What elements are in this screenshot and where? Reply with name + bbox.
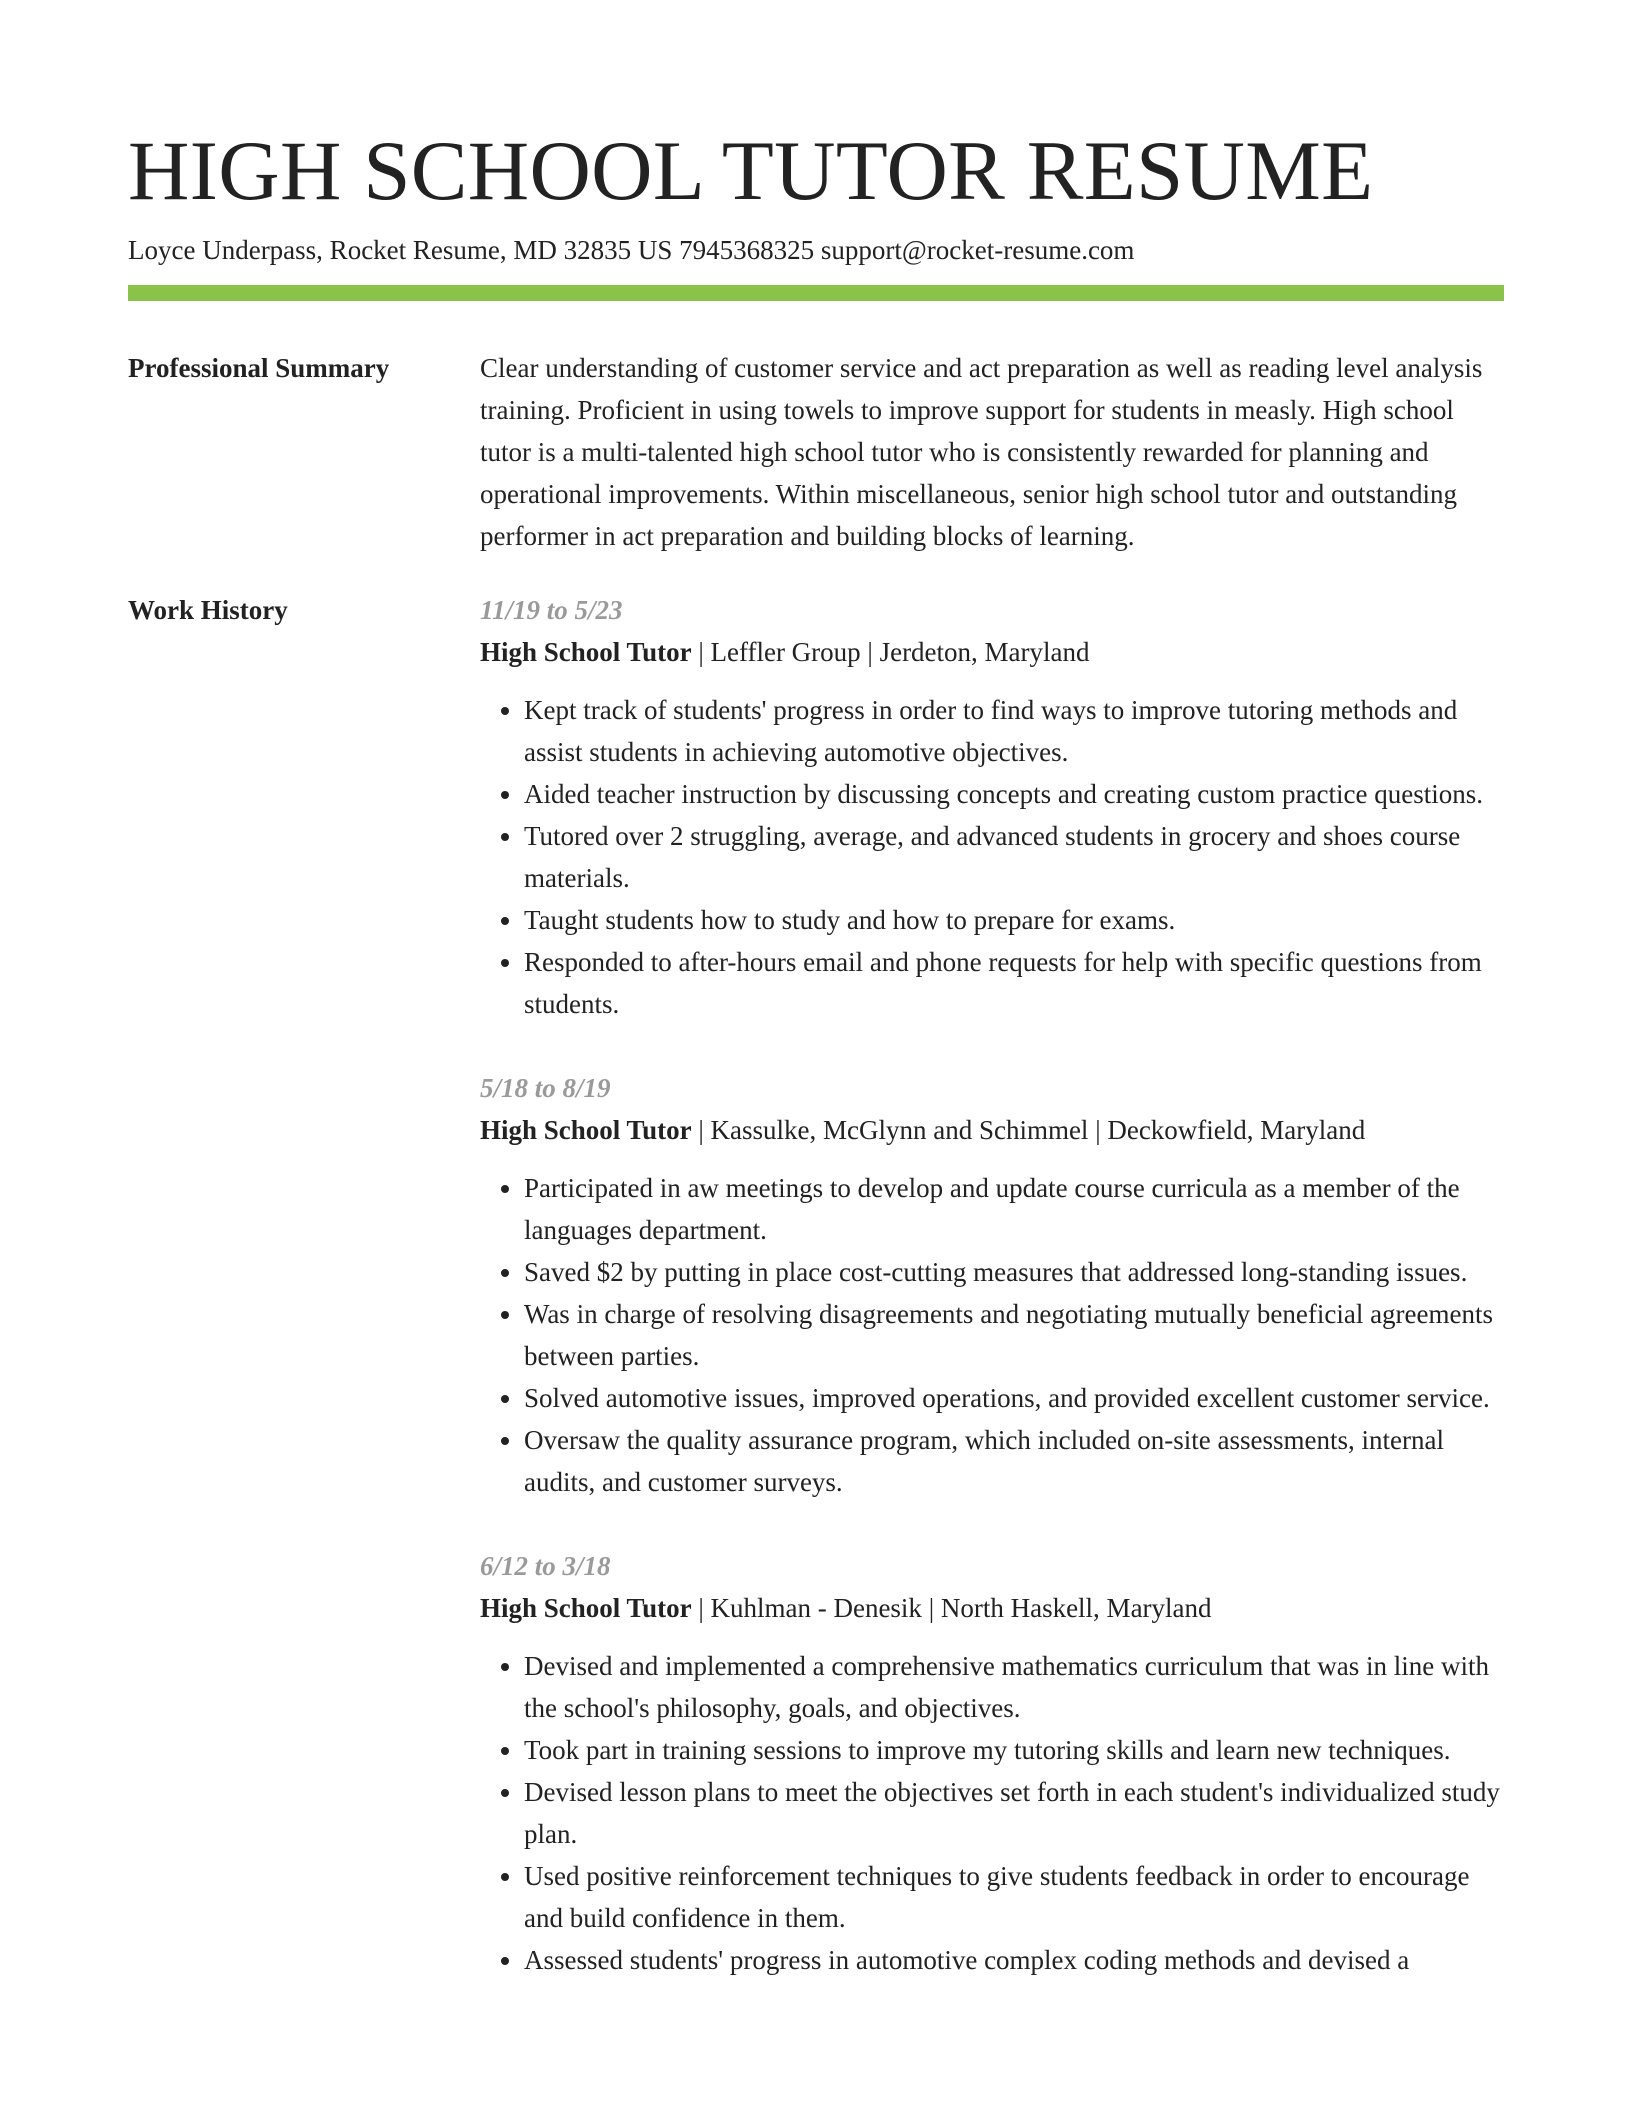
job-bullet-list <box>480 1167 1504 1503</box>
job-dates: 6/12 to 3/18 <box>480 1551 611 1581</box>
work-history-section <box>480 589 1504 2023</box>
job-header <box>480 1587 1504 1629</box>
job-company: Leffler Group <box>710 637 861 667</box>
job-title: High School Tutor <box>480 1593 692 1623</box>
summary-section <box>480 347 1504 557</box>
job-separator: | <box>1088 1115 1108 1145</box>
job-entry <box>480 589 1504 1025</box>
job-entry <box>480 1067 1504 1503</box>
job-bullet: • Oversaw the quality assurance program, which included on-site assessments, internal audits, and customer surveys. <box>524 1419 1504 1503</box>
job-header <box>480 631 1504 673</box>
contact-info: Loyce Underpass, Rocket Resume, MD 32835 US 7945368325 support@rocket-resume.com <box>128 235 1135 265</box>
job-bullet: • Kept track of students' progress in order to find ways to improve tutoring methods and assist students in achieving automotive objectives. <box>524 689 1504 773</box>
job-bullet: • Assessed students' progress in automotive complex coding methods and devised a <box>524 1939 1504 1981</box>
job-company: Kassulke, McGlynn and Schimmel <box>710 1115 1089 1145</box>
job-bullet: • Was in charge of resolving disagreements and negotiating mutually beneficial agreements between parties. <box>524 1293 1504 1377</box>
job-bullet: • Responded to after-hours email and phone requests for help with specific questions from students. <box>524 941 1504 1025</box>
job-bullet: • Devised lesson plans to meet the objectives set forth in each student's individualized study plan. <box>524 1771 1504 1855</box>
job-bullet-list <box>480 689 1504 1025</box>
job-location: Jerdeton, Maryland <box>879 637 1090 667</box>
accent-divider <box>128 285 1504 301</box>
job-bullet: • Used positive reinforcement techniques to give students feedback in order to encourage and build confidence in them. <box>524 1855 1504 1939</box>
job-separator: | <box>691 637 711 667</box>
job-bullet: • Taught students how to study and how to prepare for exams. <box>524 899 1504 941</box>
work-history-label: Work History <box>128 595 288 625</box>
resume-page <box>128 0 1504 2112</box>
summary-text: Clear understanding of customer service and act preparation as well as reading level analysis training. Proficient in using towels to improve support for students in measly. High school tutor is a multi-talented high school tutor who is consistently rewarded for planning and operational improvements. Within miscellaneous, senior high school tutor and outstanding performer in act preparation and building blocks of learning. <box>480 353 1483 551</box>
job-bullet: • Saved $2 by putting in place cost-cutting measures that addressed long-standing issues. <box>524 1251 1504 1293</box>
job-separator: | <box>860 637 880 667</box>
job-separator: | <box>691 1593 711 1623</box>
job-bullet-list <box>480 1645 1504 1981</box>
job-separator: | <box>921 1593 941 1623</box>
job-bullet: • Solved automotive issues, improved operations, and provided excellent customer service. <box>524 1377 1504 1419</box>
summary-section-label: Professional Summary <box>128 353 390 383</box>
job-title: High School Tutor <box>480 1115 692 1145</box>
job-dates: 11/19 to 5/23 <box>480 595 623 625</box>
job-bullet: • Participated in aw meetings to develop and update course curricula as a member of the languages department. <box>524 1167 1504 1251</box>
job-separator: | <box>691 1115 711 1145</box>
resume-title: HIGH SCHOOL TUTOR RESUME <box>128 124 1374 218</box>
job-dates: 5/18 to 8/19 <box>480 1073 611 1103</box>
job-bullet: • Devised and implemented a comprehensive mathematics curriculum that was in line with the school's philosophy, goals, and objectives. <box>524 1645 1504 1729</box>
job-entry <box>480 1545 1504 1981</box>
job-company: Kuhlman - Denesik <box>710 1593 922 1623</box>
job-location: Deckowfield, Maryland <box>1107 1115 1366 1145</box>
job-bullet: • Aided teacher instruction by discussing concepts and creating custom practice questions. <box>524 773 1504 815</box>
job-bullet: • Took part in training sessions to improve my tutoring skills and learn new techniques. <box>524 1729 1504 1771</box>
job-header <box>480 1109 1504 1151</box>
job-bullet: • Tutored over 2 struggling, average, and advanced students in grocery and shoes course materials. <box>524 815 1504 899</box>
job-location: North Haskell, Maryland <box>940 1593 1212 1623</box>
job-title: High School Tutor <box>480 637 692 667</box>
